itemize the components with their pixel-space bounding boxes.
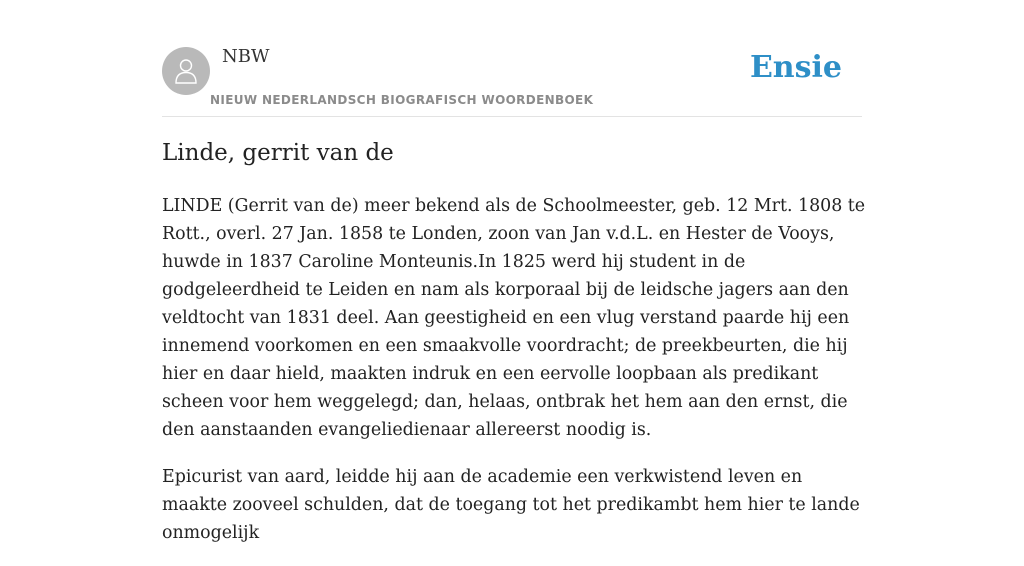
article-body	[162, 192, 867, 566]
header	[162, 0, 862, 117]
page-title: Linde, gerrit van de	[162, 140, 394, 166]
source-fullname: NIEUW NEDERLANDSCH BIOGRAFISCH WOORDENBOEK	[210, 93, 594, 107]
ensie-logo[interactable]: Ensie	[749, 50, 842, 85]
avatar[interactable]	[162, 47, 210, 95]
user-icon	[174, 57, 198, 85]
article-paragraph: Epicurist van aard, leidde hij aan de academie een verkwistend leven en maakte zooveel schulden, dat de toegang tot het predikambt hem hier te lande onmogelijk	[162, 467, 860, 543]
source-name[interactable]: NBW	[222, 46, 270, 67]
article-paragraph: LINDE (Gerrit van de) meer bekend als de Schoolmeester, geb. 12 Mrt. 1808 te Rott., overl. 27 Jan. 1858 te Londen, zoon van Jan v.d.L. en Hester de Vooys, huwde in 1837 Caroline Monteunis.In 1825 werd hij student in de godgeleerdheid te Leiden en nam als korporaal bij de leidsche jagers aan den veldtocht van 1831 deel. Aan geestigheid en een vlug verstand paarde hij een innemend voorkomen en een smaakvolle voordracht; de preekbeurten, die hij hier en daar hield, maakten indruk en een eervolle loopbaan als predikant scheen voor hem weggelegd; dan, helaas, ontbrak het hem aan den ernst, die den aanstaanden evangeliedienaar allereerst noodig is.	[162, 196, 866, 440]
